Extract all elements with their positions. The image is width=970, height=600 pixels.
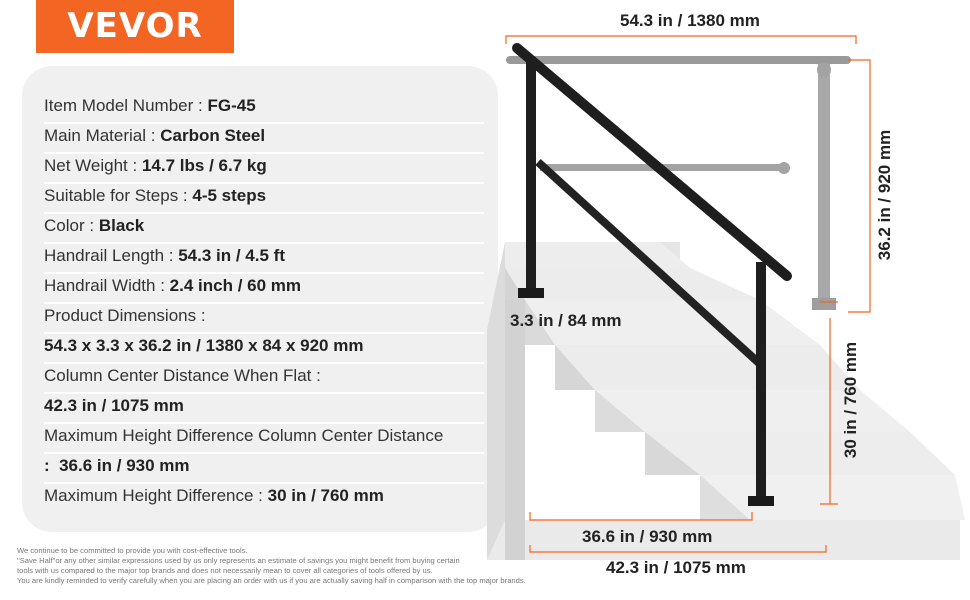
vevor-logo: VEVOR	[36, 0, 234, 53]
spec-value: 30 in / 760 mm	[267, 486, 384, 505]
dim-flat-center: 42.3 in / 1075 mm	[606, 558, 746, 577]
concrete-stairs-image	[487, 242, 965, 560]
disclaimer	[17, 546, 627, 586]
spec-value: 2.4 inch / 60 mm	[169, 276, 302, 295]
disclaimer-line: You are kindly reminded to verify carefully when you are placing an order with us if you are actually saving half in comparison with the top major brands.	[17, 576, 526, 585]
spec-label: Product Dimensions :	[44, 306, 206, 325]
spec-value: Carbon Steel	[160, 126, 266, 145]
disclaimer-line: tools with us compared to the major top brands and does not necessarily mean to cover all categories of tools offered by us.	[17, 566, 433, 575]
dim-top-length: 54.3 in / 1380 mm	[620, 11, 760, 30]
spec-label: Maximum Height Difference Column Center Distance	[44, 426, 444, 445]
dim-step-height: 30 in / 760 mm	[841, 341, 860, 459]
dim-base: 3.3 in / 84 mm	[510, 311, 622, 330]
spec-value: Black	[98, 216, 145, 235]
spec-label: Net Weight :	[44, 156, 138, 175]
spec-value: 14.7 lbs / 6.7 kg	[141, 156, 267, 175]
spec-label: Main Material :	[44, 126, 156, 145]
dim-height: 36.2 in / 920 mm	[875, 129, 894, 261]
disclaimer-line: We continue to be committed to provide you with cost-effective tools.	[17, 546, 248, 555]
spec-value: FG-45	[207, 96, 256, 115]
spec-value: 54.3 in / 4.5 ft	[178, 246, 285, 265]
spec-label: Suitable for Steps :	[44, 186, 188, 205]
spec-label: Handrail Length :	[44, 246, 174, 265]
spec-label: Item Model Number :	[44, 96, 203, 115]
spec-value: : 36.6 in / 930 mm	[44, 456, 190, 475]
spec-label: Handrail Width :	[44, 276, 165, 295]
dim-column-center: 36.6 in / 930 mm	[582, 527, 713, 546]
disclaimer-line: "Save Half"or any other similar expressions used by us only represents an estimate of savings you might benefit from buying certain	[17, 556, 460, 565]
spec-value: 54.3 x 3.3 x 36.2 in / 1380 x 84 x 920 mm	[44, 336, 364, 355]
spec-label: Maximum Height Difference :	[44, 486, 263, 505]
spec-label: Column Center Distance When Flat :	[44, 366, 321, 385]
spec-value: 42.3 in / 1075 mm	[44, 396, 184, 415]
spec-value: 4-5 steps	[192, 186, 267, 205]
spec-label: Color :	[44, 216, 95, 235]
